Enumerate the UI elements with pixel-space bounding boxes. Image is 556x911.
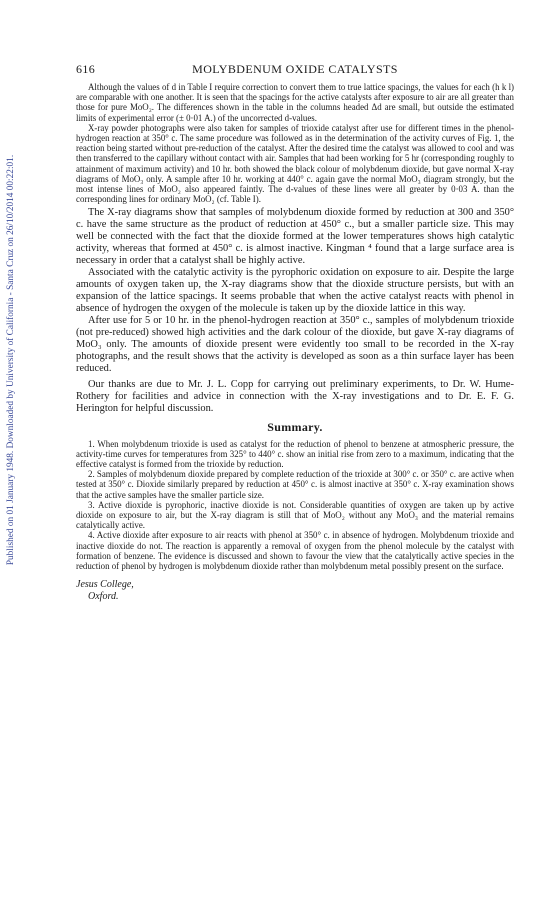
summary-item-1: 1. When molybdenum trioxide is used as catalyst for the reduction of phenol to benzene at atmospheric pressure, the activity-time curves for temperatures from 325° to 440° c. show an initial rise from zero to a maximum, indicating that the effective catalyst is formed from the trioxide by reduction. <box>76 438 514 470</box>
body-small-section <box>76 82 514 204</box>
download-watermark <box>0 80 22 640</box>
running-title: MOLYBDENUM OXIDE CATALYSTS <box>192 62 398 76</box>
paragraph-powder-photographs: X-ray powder photographs were also taken for samples of trioxide catalyst after use for different times in the phenol-hydrogen reaction at 350° c. The same procedure was followed as in the determination of the activity curves of Fig. 1, the reaction being started without pre-reduction of the catalyst. After the desired time the catalyst was allowed to cool and was then transferred to the capillary without contact with air. Samples that had been working for 5 hr (corresponding roughly to attainment of maximum activity) and 10 hr. both showed the black colour of molybdenum dioxide, but gave normal X-ray diagrams of MoO₃ only. A sample after 10 hr. working at 440° c. again gave the normal MoO₃ diagram strongly, but the most intense lines of MoO₂ also appeared faintly. The d-values of these lines were all greater by 0·03 A. than the corresponding lines for ordinary MoO₂ (cf. Table I). <box>76 122 514 205</box>
signoff-college: Jesus College, <box>76 579 134 591</box>
summary-heading: Summary. <box>267 419 323 434</box>
signoff-city: Oxford. <box>88 591 119 603</box>
running-head <box>76 62 514 82</box>
signoff <box>76 579 514 603</box>
page-number: 616 <box>76 62 96 76</box>
download-watermark-text: Published on 01 January 1948. Downloaded by University of California - Santa Cruz on 26/10/2014 00:22:01. <box>6 154 16 566</box>
paragraph-xray-diagrams: The X-ray diagrams show that samples of molybdenum dioxide formed by reduction at 300 and 350° c. have the same structure as the product of reduction at 450° c., but a smaller particle size. This may well be connected with the fact that the dioxide formed at the lower temperatures shows high catalytic activity, whereas that formed at 450° c. is almost inactive. Kingman ⁴ found that a large surface area is necessary in order that a catalyst shall be highly active. <box>76 207 514 267</box>
paragraph-lattice-spacings: Although the values of d in Table I require correction to convert them to true lattice spacings, the values for each (h k l) are comparable with one another. It is seen that the spacings for the active catalysts after exposure to air are all greater than those for pure MoO₂. The differences shown in the table in the columns headed Δd are small, but outside the estimated limits of experimental error (± 0·01 A.) of the uncorrected d-values. <box>76 82 514 123</box>
summary-section <box>76 439 514 572</box>
paragraph-after-use: After use for 5 or 10 hr. in the phenol-hydrogen reaction at 350° c., samples of molybdenum trioxide (not pre-reduced) showed high activities and the dark colour of the dioxide, but gave X-ray diagrams of MoO₃ only. The amounts of dioxide present were evidently too small to be recorded in the X-ray photographs, and the result shows that the activity is developed as soon as a thin surface layer has been reduced. <box>76 315 514 374</box>
page <box>76 62 514 603</box>
paragraph-pyrophoric-oxidation: Associated with the catalytic activity is the pyrophoric oxidation on exposure to air. Despite the large amounts of oxygen taken up, the X-ray diagrams show that the dioxide structure persists, but with an expansion of the lattice spacings. It seems probable that when the active catalyst reacts with phenol in absence of hydrogen the oxygen of the molecule is taken up by the dioxide lattice in this way. <box>76 267 514 315</box>
summary-item-3: 3. Active dioxide is pyrophoric, inactive dioxide is not. Considerable quantities of oxygen are taken up by active dioxide on exposure to air, but the X-ray diagram is still that of MoO₂ without any MoO₃ and the material remains catalytically active. <box>76 499 514 531</box>
summary-item-4: 4. Active dioxide after exposure to air reacts with phenol at 350° c. in absence of hydrogen. Molybdenum trioxide and inactive dioxide do not. The reaction is apparently a removal of oxygen from the phenol molecule by the catalyst with formation of benzene. The evidence is discussed and shown to favour the view that the catalytically active species in the reduction of phenol by hydrogen is molybdenum dioxide rather than molybdenum metal possibly present on the surface. <box>76 530 514 572</box>
body-large-section <box>76 207 514 414</box>
summary-item-2: 2. Samples of molybdenum dioxide prepared by complete reduction of the trioxide at 300° c. or 350° c. are active when tested at 350° c. Dioxide similarly prepared by reduction at 450° c. is almost inactive at 350° c. X-ray examination shows that the active samples have the smaller particle size. <box>76 469 514 500</box>
paragraph-acknowledgements: Our thanks are due to Mr. J. L. Copp for carrying out preliminary experiments, to Dr. W. Hume-Rothery for facilities and advice in connection with the X-ray investigations and to Dr. E. F. G. Herington for helpful discussion. <box>76 378 514 414</box>
